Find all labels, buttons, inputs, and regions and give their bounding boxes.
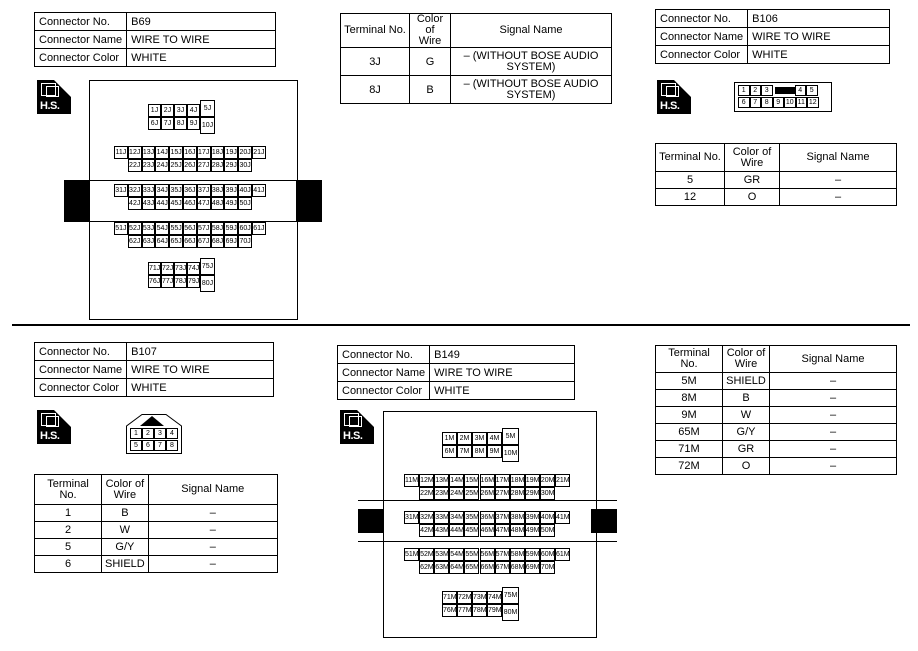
terminal-cell: 22M	[419, 487, 434, 500]
b106-connector-no: B106	[748, 10, 890, 28]
b149-connector-no: B149	[430, 346, 575, 364]
terminal-cell: 79J	[187, 275, 200, 288]
terminal-cell: 79M	[487, 604, 502, 617]
terminal-cell: 60M	[540, 548, 555, 561]
terminal-cell: 23J	[142, 159, 156, 172]
terminal-cell: 77J	[161, 275, 174, 288]
terminal-cell: 45M	[464, 524, 479, 537]
terminal-cell: 5J	[200, 100, 215, 117]
terminal-cell: 65M	[464, 561, 479, 574]
terminal-cell: 4M	[487, 432, 502, 445]
b69-info-table	[34, 12, 276, 67]
b149-row-color: GR	[723, 441, 770, 458]
terminal-cell: 69J	[224, 235, 238, 248]
terminal-cell: 72J	[161, 262, 174, 275]
terminal-cell: 38J	[211, 184, 225, 197]
terminal-cell: 21J	[252, 146, 266, 159]
terminal-cell: 28J	[211, 159, 225, 172]
terminal-cell: 61J	[252, 222, 266, 235]
terminal-cell: 9J	[187, 117, 200, 130]
b149-row-signal: –	[770, 458, 897, 475]
color-of-wire-header: Color of Wire	[723, 346, 770, 373]
color-of-wire-header: Color of Wire	[410, 14, 451, 48]
b69-left-latch	[64, 181, 90, 221]
terminal-cell: 1	[738, 85, 750, 96]
terminal-cell: 50M	[540, 524, 555, 537]
terminal-cell: 69M	[525, 561, 540, 574]
terminal-cell: 47M	[495, 524, 510, 537]
connector-color-label: Connector Color	[35, 379, 127, 397]
terminal-cell: 6J	[148, 117, 161, 130]
terminal-cell: 46J	[183, 197, 197, 210]
terminal-cell: 7M	[457, 445, 472, 458]
b149-latch-line	[358, 500, 617, 501]
terminal-cell: 17M	[495, 474, 510, 487]
b107-row-color: G/Y	[102, 539, 149, 556]
terminal-cell: 30J	[238, 159, 252, 172]
terminal-cell: 62J	[128, 235, 142, 248]
b149-connector-color: WHITE	[430, 382, 575, 400]
terminal-cell: 3M	[472, 432, 487, 445]
terminal-cell: 6M	[442, 445, 457, 458]
terminal-cell: 8J	[174, 117, 187, 130]
terminal-cell: 76J	[148, 275, 161, 288]
terminal-cell: 43J	[142, 197, 156, 210]
terminal-cell: 33M	[434, 511, 449, 524]
terminal-cell: 29M	[525, 487, 540, 500]
b69-row-color: B	[410, 76, 451, 104]
b69-signal-table	[340, 13, 612, 104]
terminal-cell: 15J	[169, 146, 183, 159]
terminal-cell: 42M	[419, 524, 434, 537]
terminal-cell: 12	[808, 99, 817, 106]
terminal-no-header: Terminal No.	[35, 475, 102, 505]
terminal-cell: 45J	[169, 197, 183, 210]
terminal-cell: 55M	[464, 548, 479, 561]
terminal-cell: 16J	[183, 146, 197, 159]
terminal-cell: 78M	[472, 604, 487, 617]
b106-row-color: GR	[725, 172, 780, 189]
terminal-cell: 62M	[419, 561, 434, 574]
hs-icon	[340, 410, 374, 444]
terminal-cell: 47J	[197, 197, 211, 210]
terminal-cell: 25M	[464, 487, 479, 500]
terminal-cell: 80M	[502, 604, 519, 621]
terminal-cell: 15M	[464, 474, 479, 487]
terminal-cell: 11J	[114, 146, 128, 159]
hs-icon	[37, 410, 71, 444]
b69-right-latch	[296, 181, 322, 221]
terminal-cell: 14J	[155, 146, 169, 159]
terminal-cell: 17J	[197, 146, 211, 159]
b149-row-terminal: 9M	[656, 407, 723, 424]
terminal-cell: 8M	[472, 445, 487, 458]
terminal-cell: 80J	[200, 275, 215, 292]
b106-connector-color: WHITE	[748, 46, 890, 64]
terminal-cell: 54M	[449, 548, 464, 561]
terminal-cell: 18M	[510, 474, 525, 487]
hs-icon	[657, 80, 691, 114]
terminal-cell: 49M	[525, 524, 540, 537]
terminal-cell: 8	[166, 440, 178, 451]
connector-name-label: Connector Name	[35, 31, 127, 49]
terminal-cell: 11	[796, 97, 808, 108]
terminal-cell: 59M	[525, 548, 540, 561]
terminal-cell: 35J	[169, 184, 183, 197]
terminal-cell: 12J	[128, 146, 142, 159]
b149-row-color: G/Y	[723, 424, 770, 441]
terminal-cell: 56J	[183, 222, 197, 235]
terminal-cell: 75M	[502, 587, 519, 604]
terminal-cell: 65J	[169, 235, 183, 248]
terminal-no-header: Terminal No.	[656, 144, 725, 172]
terminal-cell: 3	[154, 428, 166, 439]
terminal-cell: 2M	[457, 432, 472, 445]
terminal-cell: 52M	[419, 548, 434, 561]
b69-row-color: G	[410, 48, 451, 76]
connector-name-label: Connector Name	[656, 28, 748, 46]
terminal-cell: 26J	[183, 159, 197, 172]
hs-label: H.S.	[660, 100, 680, 112]
b107-row-signal: –	[148, 505, 277, 522]
terminal-cell: 66J	[183, 235, 197, 248]
connector-no-label: Connector No.	[338, 346, 430, 364]
terminal-cell: 7	[154, 440, 166, 451]
terminal-cell: 61M	[555, 548, 570, 561]
terminal-cell: 32J	[128, 184, 142, 197]
terminal-cell: 18J	[211, 146, 225, 159]
b107-row-signal: –	[148, 522, 277, 539]
terminal-no-header: Terminal No.	[341, 14, 410, 48]
terminal-no-header: Terminal No.	[656, 346, 723, 373]
terminal-cell: 39M	[525, 511, 540, 524]
terminal-cell: 10	[785, 99, 794, 106]
terminal-cell: 2	[142, 428, 154, 439]
terminal-cell: 52J	[128, 222, 142, 235]
b107-signal-table	[34, 474, 278, 573]
terminal-cell: 77M	[457, 604, 472, 617]
terminal-cell: 19M	[525, 474, 540, 487]
terminal-cell: 56M	[480, 548, 495, 561]
terminal-cell: 44J	[155, 197, 169, 210]
terminal-cell: 70J	[238, 235, 252, 248]
b149-row-color: W	[723, 407, 770, 424]
b149-row-color: B	[723, 390, 770, 407]
b149-row-signal: –	[770, 407, 897, 424]
terminal-cell: 51J	[114, 222, 128, 235]
terminal-cell: 75J	[200, 258, 215, 275]
terminal-cell: 43M	[434, 524, 449, 537]
terminal-cell: 20J	[238, 146, 252, 159]
signal-name-header: Signal Name	[451, 14, 612, 48]
b107-row-terminal: 1	[35, 505, 102, 522]
terminal-cell: 76M	[442, 604, 457, 617]
terminal-cell: 63M	[434, 561, 449, 574]
connector-name-label: Connector Name	[35, 361, 127, 379]
b106-row-signal: –	[780, 172, 897, 189]
terminal-cell: 5	[130, 440, 142, 451]
terminal-cell: 11M	[404, 474, 419, 487]
b107-row-signal: –	[148, 556, 277, 573]
terminal-cell: 71J	[148, 262, 161, 275]
b107-row-color: B	[102, 505, 149, 522]
terminal-cell: 73J	[174, 262, 187, 275]
b69-connector-no: B69	[127, 13, 276, 31]
terminal-cell: 64M	[449, 561, 464, 574]
terminal-cell: 37M	[495, 511, 510, 524]
terminal-cell: 7	[750, 97, 762, 108]
terminal-cell: 58M	[510, 548, 525, 561]
terminal-cell: 2	[750, 85, 762, 96]
terminal-cell: 1M	[442, 432, 457, 445]
hs-icon	[37, 80, 71, 114]
b149-row-signal: –	[770, 373, 897, 390]
b106-info-table	[655, 9, 890, 64]
terminal-cell: 50J	[238, 197, 252, 210]
terminal-cell: 24M	[449, 487, 464, 500]
terminal-cell: 7J	[161, 117, 174, 130]
connector-name-label: Connector Name	[338, 364, 430, 382]
section-divider	[12, 324, 910, 326]
terminal-cell: 32M	[419, 511, 434, 524]
connector-color-label: Connector Color	[656, 46, 748, 64]
connector-no-label: Connector No.	[35, 13, 127, 31]
terminal-cell: 74M	[487, 591, 502, 604]
b106-connector-name: WIRE TO WIRE	[748, 28, 890, 46]
terminal-cell: 27M	[495, 487, 510, 500]
terminal-cell: 67J	[197, 235, 211, 248]
terminal-cell: 5M	[502, 428, 519, 445]
b149-signal-table	[655, 345, 897, 475]
terminal-cell: 63J	[142, 235, 156, 248]
b107-connector-face	[126, 414, 182, 454]
terminal-cell: 54J	[155, 222, 169, 235]
terminal-cell: 9	[773, 97, 785, 108]
terminal-cell: 42J	[128, 197, 142, 210]
signal-name-header: Signal Name	[770, 346, 897, 373]
b149-row-color: SHIELD	[723, 373, 770, 390]
terminal-cell: 3J	[174, 104, 187, 117]
terminal-cell: 27J	[197, 159, 211, 172]
terminal-cell: 10J	[200, 117, 215, 134]
terminal-cell: 4	[166, 428, 178, 439]
terminal-cell: 59J	[224, 222, 238, 235]
connector-color-label: Connector Color	[338, 382, 430, 400]
b107-row-color: W	[102, 522, 149, 539]
b69-row-signal: – (WITHOUT BOSE AUDIO SYSTEM)	[451, 76, 612, 104]
terminal-cell: 6	[142, 440, 154, 451]
terminal-cell: 1	[130, 428, 142, 439]
terminal-cell: 44M	[449, 524, 464, 537]
b106-row-color: O	[725, 189, 780, 206]
terminal-cell: 33J	[142, 184, 156, 197]
terminal-cell: 40M	[540, 511, 555, 524]
terminal-cell: 13M	[434, 474, 449, 487]
b69-row-terminal: 8J	[341, 76, 410, 104]
hs-label: H.S.	[343, 430, 363, 442]
connector-no-label: Connector No.	[35, 343, 127, 361]
terminal-cell: 40J	[238, 184, 252, 197]
b107-row-terminal: 6	[35, 556, 102, 573]
b107-connector-color: WHITE	[127, 379, 274, 397]
terminal-cell: 2J	[161, 104, 174, 117]
color-of-wire-header: Color of Wire	[725, 144, 780, 172]
b149-right-latch	[591, 509, 617, 533]
terminal-cell: 72M	[457, 591, 472, 604]
terminal-cell: 28M	[510, 487, 525, 500]
hs-label: H.S.	[40, 100, 60, 112]
b106-row-signal: –	[780, 189, 897, 206]
terminal-cell: 29J	[224, 159, 238, 172]
b149-latch-line-2	[358, 541, 617, 542]
terminal-cell: 8	[761, 97, 773, 108]
signal-name-header: Signal Name	[780, 144, 897, 172]
b107-row-terminal: 2	[35, 522, 102, 539]
terminal-cell: 13J	[142, 146, 156, 159]
terminal-cell: 31M	[404, 511, 419, 524]
b106-row-terminal: 12	[656, 189, 725, 206]
terminal-cell: 21M	[555, 474, 570, 487]
terminal-cell: 41J	[252, 184, 266, 197]
b69-row-terminal: 3J	[341, 48, 410, 76]
terminal-cell: 48J	[211, 197, 225, 210]
terminal-cell: 23M	[434, 487, 449, 500]
b149-row-terminal: 71M	[656, 441, 723, 458]
b107-row-signal: –	[148, 539, 277, 556]
terminal-cell: 58J	[211, 222, 225, 235]
b149-left-latch	[358, 509, 384, 533]
terminal-cell: 68J	[211, 235, 225, 248]
terminal-cell: 67M	[495, 561, 510, 574]
b149-row-signal: –	[770, 424, 897, 441]
terminal-cell: 48M	[510, 524, 525, 537]
terminal-cell: 55J	[169, 222, 183, 235]
terminal-cell: 37J	[197, 184, 211, 197]
b69-connector-color: WHITE	[127, 49, 276, 67]
connector-color-label: Connector Color	[35, 49, 127, 67]
terminal-cell: 1J	[148, 104, 161, 117]
terminal-cell: 34J	[155, 184, 169, 197]
terminal-cell: 38M	[510, 511, 525, 524]
terminal-cell: 10M	[502, 445, 519, 462]
terminal-cell: 34M	[449, 511, 464, 524]
connector-no-label: Connector No.	[656, 10, 748, 28]
terminal-cell: 35M	[464, 511, 479, 524]
color-of-wire-header: Color of Wire	[102, 475, 149, 505]
terminal-cell: 4J	[187, 104, 200, 117]
terminal-cell: 6	[738, 97, 750, 108]
terminal-cell: 64J	[155, 235, 169, 248]
b69-latch-line	[64, 180, 322, 181]
terminal-cell: 12M	[419, 474, 434, 487]
terminal-cell: 60J	[238, 222, 252, 235]
terminal-cell: 22J	[128, 159, 142, 172]
terminal-cell: 51M	[404, 548, 419, 561]
terminal-cell: 68M	[510, 561, 525, 574]
terminal-cell: 4	[795, 85, 807, 96]
terminal-cell: 36J	[183, 184, 197, 197]
signal-name-header: Signal Name	[148, 475, 277, 505]
terminal-cell: 57J	[197, 222, 211, 235]
b107-connector-no: B107	[127, 343, 274, 361]
terminal-cell: 30M	[540, 487, 555, 500]
b106-key-notch	[775, 87, 797, 94]
b149-row-terminal: 72M	[656, 458, 723, 475]
terminal-cell: 41M	[555, 511, 570, 524]
b106-connector-face	[734, 82, 832, 112]
terminal-cell: 78J	[174, 275, 187, 288]
b107-connector-name: WIRE TO WIRE	[127, 361, 274, 379]
terminal-cell: 66M	[480, 561, 495, 574]
terminal-cell: 24J	[155, 159, 169, 172]
terminal-cell: 3	[761, 85, 773, 96]
hs-label: H.S.	[40, 430, 60, 442]
terminal-cell: 25J	[169, 159, 183, 172]
terminal-cell: 16M	[480, 474, 495, 487]
terminal-cell: 31J	[114, 184, 128, 197]
terminal-cell: 20M	[540, 474, 555, 487]
b149-row-terminal: 8M	[656, 390, 723, 407]
terminal-cell: 19J	[224, 146, 238, 159]
b149-row-terminal: 5M	[656, 373, 723, 390]
b149-row-signal: –	[770, 441, 897, 458]
terminal-cell: 49J	[224, 197, 238, 210]
terminal-cell: 46M	[480, 524, 495, 537]
terminal-cell: 53M	[434, 548, 449, 561]
terminal-cell: 36M	[480, 511, 495, 524]
b149-info-table	[337, 345, 575, 400]
terminal-cell: 26M	[480, 487, 495, 500]
b149-connector-name: WIRE TO WIRE	[430, 364, 575, 382]
terminal-cell: 70M	[540, 561, 555, 574]
b149-row-terminal: 65M	[656, 424, 723, 441]
terminal-cell: 53J	[142, 222, 156, 235]
terminal-cell: 9M	[487, 445, 502, 458]
terminal-cell: 74J	[187, 262, 200, 275]
b149-row-color: O	[723, 458, 770, 475]
b106-signal-table	[655, 143, 897, 206]
terminal-cell: 39J	[224, 184, 238, 197]
b149-row-signal: –	[770, 390, 897, 407]
b107-row-color: SHIELD	[102, 556, 149, 573]
terminal-cell: 71M	[442, 591, 457, 604]
b69-connector-name: WIRE TO WIRE	[127, 31, 276, 49]
b107-info-table	[34, 342, 274, 397]
b107-row-terminal: 5	[35, 539, 102, 556]
terminal-cell: 5	[806, 85, 818, 96]
b69-row-signal: – (WITHOUT BOSE AUDIO SYSTEM)	[451, 48, 612, 76]
terminal-cell: 73M	[472, 591, 487, 604]
terminal-cell: 57M	[495, 548, 510, 561]
b106-row-terminal: 5	[656, 172, 725, 189]
terminal-cell: 14M	[449, 474, 464, 487]
